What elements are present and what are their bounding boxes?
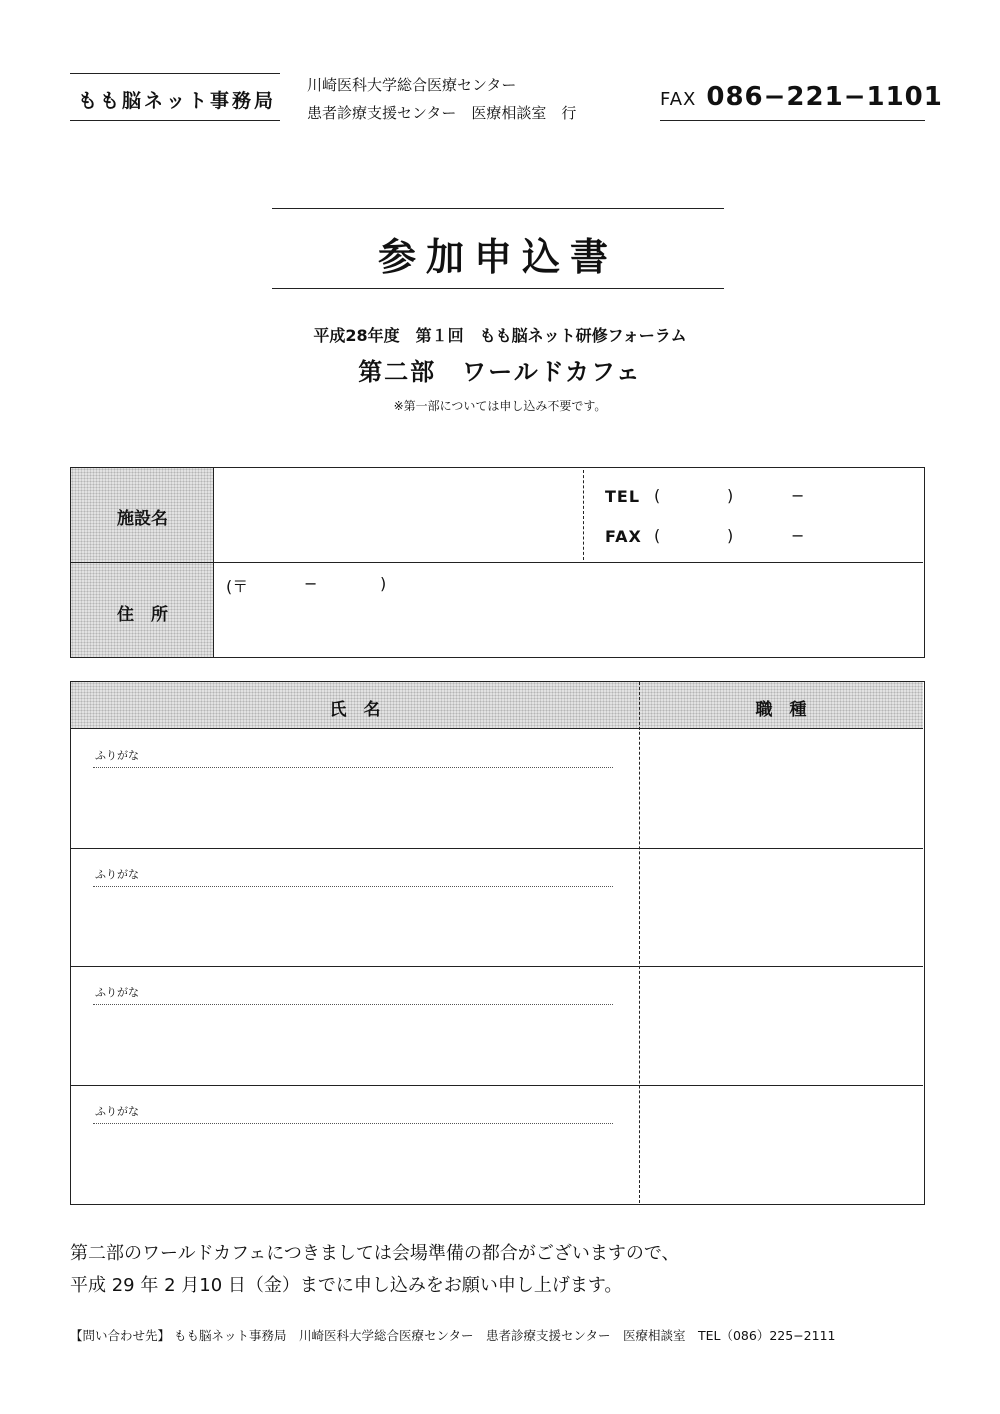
fax-row-label: FAX [605,527,642,546]
part-note: ※第一部については申し込み不要です。 [393,399,607,413]
facility-label: 施設名 [117,509,168,529]
facility-row-divider [71,562,923,563]
facility-tel-divider [583,470,584,560]
inquiry-contact: 【問い合わせ先】 もも脳ネット事務局 川崎医科大学総合医療センター 患者診療支援センター 医療相談室 TEL（086）225−2111 [70,1328,836,1343]
page-title: 参加申込書 [377,235,618,279]
furigana-label-4: ふりがな [95,1105,139,1118]
name-field-3[interactable] [81,1009,626,1079]
facility-table [70,467,925,658]
furigana-line-4[interactable] [93,1123,613,1124]
destination-line-1: 川崎医科大学総合医療センター [307,76,517,94]
notice-line-1: 第二部のワールドカフェにつきましては会場準備の都合がございますので、 [70,1243,680,1264]
address-field[interactable] [216,564,921,656]
job-field-2[interactable] [643,851,919,963]
header-rule-bottom-left [70,120,280,121]
name-header: 氏 名 [329,700,381,720]
participant-row-4 [71,1086,923,1203]
tel-dash: − [791,486,805,505]
job-header: 職 種 [755,700,807,720]
participant-row-2 [71,849,923,967]
postal-close: ) [380,574,387,593]
destination-line-2: 患者診療支援センター 医療相談室 行 [307,104,577,122]
furigana-label-2: ふりがな [95,868,139,881]
tel-field[interactable] [586,478,916,514]
furigana-line-1[interactable] [93,767,613,768]
title-rule-bottom [272,288,724,289]
fax-dash: − [791,526,805,545]
participant-row-3 [71,967,923,1085]
postal-dash: − [304,574,318,593]
fax-destination [660,82,943,112]
name-field-1[interactable] [81,772,626,842]
furigana-label-3: ふりがな [95,986,139,999]
office-name: もも脳ネット事務局 [78,90,277,112]
tel-paren-close: ) [727,486,734,505]
fax-field[interactable] [586,518,916,554]
job-field-1[interactable] [643,732,919,844]
fax-label: FAX [660,89,697,110]
participant-row-1 [71,730,923,848]
fax-paren-close: ) [727,526,734,545]
forum-line: 平成28年度 第１回 もも脳ネット研修フォーラム [313,326,687,345]
furigana-line-2[interactable] [93,886,613,887]
postal-open: (〒 [226,577,249,596]
tel-paren-open: ( [654,486,661,505]
fax-number: 086−221−1101 [706,82,943,112]
part-line: 第二部 ワールドカフェ [358,358,642,386]
furigana-label-1: ふりがな [95,749,139,762]
participant-table [70,681,925,1205]
fax-paren-open: ( [654,526,661,545]
notice-line-2: 平成 29 年 2 月10 日（金）までに申し込みをお願い申し上げます。 [70,1275,623,1296]
title-rule-top [272,208,724,209]
name-field-2[interactable] [81,891,626,961]
fax-underline [660,120,925,121]
job-field-4[interactable] [643,1088,919,1200]
furigana-line-3[interactable] [93,1004,613,1005]
job-field-3[interactable] [643,969,919,1081]
tel-label: TEL [605,487,641,506]
address-label: 住 所 [117,605,168,625]
header-rule-top-left [70,73,280,74]
name-field-4[interactable] [81,1128,626,1198]
facility-name-field[interactable] [216,468,581,561]
